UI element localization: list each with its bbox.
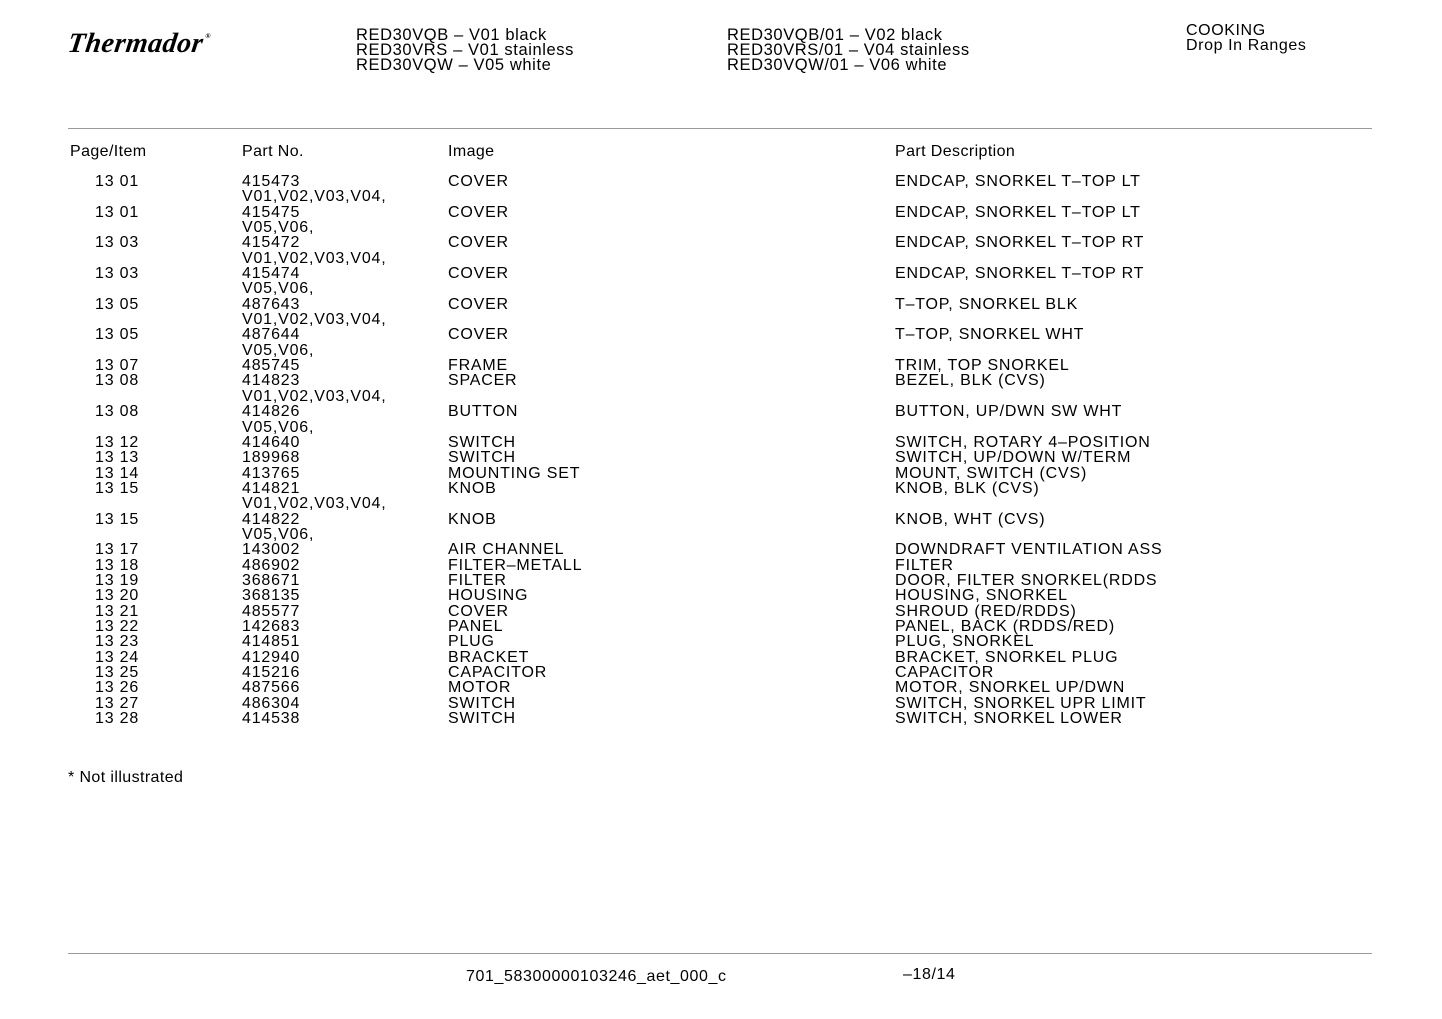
part-description-cell: T–TOP, SNORKEL BLK <box>895 295 1079 313</box>
part-description-cell: PLUG, SNORKEL <box>895 633 1035 651</box>
part-number-cell: 414823 <box>242 372 301 390</box>
page-item-cell: 13 27 <box>95 694 140 712</box>
part-number-cell: 485745 <box>242 357 301 375</box>
part-number-cell: 487643 <box>242 295 301 313</box>
page-item-cell: 13 08 <box>95 403 140 421</box>
part-description-cell: HOUSING, SNORKEL <box>895 587 1068 605</box>
image-cell: COVER <box>448 173 509 190</box>
image-cell: COVER <box>448 326 509 344</box>
part-description-cell: DOOR, FILTER SNORKEL(RDDS <box>895 571 1158 589</box>
part-number-cell: V01,V02,V03,V04, <box>242 188 387 206</box>
image-cell: SWITCH <box>448 449 516 467</box>
part-description-cell: DOWNDRAFT VENTILATION ASS <box>895 541 1163 559</box>
part-description-cell: ENDCAP, SNORKEL T–TOP LT <box>895 173 1141 190</box>
part-number-cell: 415216 <box>242 664 301 681</box>
part-description-cell: SWITCH, UP/DOWN W/TERM <box>895 449 1132 467</box>
page-item-cell: 13 24 <box>95 648 140 666</box>
page-item-cell: 13 05 <box>95 295 140 313</box>
page-item-cell: 13 17 <box>95 541 140 559</box>
part-number-cell: 414640 <box>242 433 301 451</box>
image-cell: MOUNTING SET <box>448 464 581 482</box>
table-row <box>0 189 1442 204</box>
table-row <box>0 205 1442 220</box>
table-row <box>0 266 1442 281</box>
table-row <box>0 665 1442 680</box>
part-number-cell: V05,V06, <box>242 525 315 543</box>
table-row <box>0 358 1442 373</box>
image-cell: COVER <box>448 203 509 221</box>
part-number-cell: 486304 <box>242 694 301 712</box>
part-description-cell: T–TOP, SNORKEL WHT <box>895 326 1085 344</box>
table-row <box>0 466 1442 481</box>
category-block <box>1186 23 1306 53</box>
page-item-cell: 13 23 <box>95 633 140 651</box>
table-row <box>0 558 1442 573</box>
page-item-cell: 13 03 <box>95 265 140 283</box>
part-description-cell: SWITCH, ROTARY 4–POSITION <box>895 433 1151 451</box>
table-row <box>0 527 1442 542</box>
model-line: RED30VRS/01 – V04 stainless <box>727 41 970 59</box>
parts-table <box>0 174 1442 726</box>
model-list-right <box>727 28 970 73</box>
part-description-cell: KNOB, BLK (CVS) <box>895 479 1040 497</box>
part-number-cell: 414851 <box>242 633 301 651</box>
part-number-cell: 189968 <box>242 449 301 467</box>
page-item-cell: 13 03 <box>95 234 140 252</box>
part-number-cell: 413765 <box>242 464 301 482</box>
table-row <box>0 450 1442 465</box>
image-cell: BRACKET <box>448 648 530 666</box>
table-row <box>0 604 1442 619</box>
image-cell: SWITCH <box>448 694 516 712</box>
image-cell: KNOB <box>448 510 497 528</box>
part-description-cell: SWITCH, SNORKEL LOWER <box>895 710 1123 728</box>
part-number-cell: 487566 <box>242 679 301 697</box>
table-row <box>0 404 1442 419</box>
image-cell: COVER <box>448 295 509 313</box>
page-item-cell: 13 01 <box>95 203 140 221</box>
part-number-cell: 368135 <box>242 587 301 605</box>
model-line: RED30VRS – V01 stainless <box>356 41 574 59</box>
image-cell: FILTER <box>448 571 507 589</box>
column-header-part-no: Part No. <box>242 143 304 160</box>
model-line: RED30VQB – V01 black <box>356 26 547 44</box>
table-row <box>0 542 1442 557</box>
image-cell: KNOB <box>448 479 497 497</box>
image-cell: MOTOR <box>448 679 512 697</box>
image-cell: SWITCH <box>448 433 516 451</box>
part-number-cell: V05,V06, <box>242 418 315 436</box>
page-item-cell: 13 26 <box>95 679 140 697</box>
page-item-cell: 13 07 <box>95 357 140 375</box>
column-header-page-item: Page/Item <box>70 143 147 160</box>
part-description-cell: FILTER <box>895 556 954 574</box>
table-row <box>0 327 1442 342</box>
part-number-cell: V05,V06, <box>242 280 315 298</box>
part-description-cell: KNOB, WHT (CVS) <box>895 510 1046 528</box>
table-row <box>0 512 1442 527</box>
column-header-part-description: Part Description <box>895 143 1016 160</box>
table-row <box>0 251 1442 266</box>
part-number-cell: 414826 <box>242 403 301 421</box>
part-number-cell: 142683 <box>242 617 301 635</box>
page-item-cell: 13 28 <box>95 710 140 728</box>
part-description-cell: ENDCAP, SNORKEL T–TOP RT <box>895 234 1145 252</box>
part-number-cell: 415474 <box>242 265 301 283</box>
part-number-cell: 368671 <box>242 571 301 589</box>
model-line: RED30VQB/01 – V02 black <box>727 26 943 44</box>
page-item-cell: 13 01 <box>95 173 140 190</box>
image-cell: COVER <box>448 602 509 620</box>
image-cell: COVER <box>448 265 509 283</box>
image-cell: FILTER–METALL <box>448 556 583 574</box>
part-description-cell: SHROUD (RED/RDDS) <box>895 602 1077 620</box>
page-item-cell: 13 15 <box>95 479 140 497</box>
part-description-cell: ENDCAP, SNORKEL T–TOP LT <box>895 203 1141 221</box>
table-row <box>0 696 1442 711</box>
part-description-cell: SWITCH, SNORKEL UPR LIMIT <box>895 694 1147 712</box>
page-item-cell: 13 18 <box>95 556 140 574</box>
table-row <box>0 435 1442 450</box>
part-number-cell: V01,V02,V03,V04, <box>242 495 387 513</box>
image-cell: CAPACITOR <box>448 664 548 681</box>
image-cell: SPACER <box>448 372 518 390</box>
part-number-cell: 412940 <box>242 648 301 666</box>
page-item-cell: 13 14 <box>95 464 140 482</box>
registered-mark: ® <box>204 32 212 40</box>
table-row <box>0 373 1442 388</box>
part-number-cell: 414821 <box>242 479 301 497</box>
document-id: 701_58300000103246_aet_000_c <box>466 968 727 985</box>
header-divider <box>68 128 1372 129</box>
part-description-cell: BEZEL, BLK (CVS) <box>895 372 1046 390</box>
part-number-cell: V05,V06, <box>242 341 315 359</box>
page-item-cell: 13 21 <box>95 602 140 620</box>
part-description-cell: MOTOR, SNORKEL UP/DWN <box>895 679 1126 697</box>
part-number-cell: 414822 <box>242 510 301 528</box>
table-row <box>0 573 1442 588</box>
table-row <box>0 680 1442 695</box>
table-row <box>0 235 1442 250</box>
part-description-cell: CAPACITOR <box>895 664 995 681</box>
image-cell: BUTTON <box>448 403 519 421</box>
page-item-cell: 13 19 <box>95 571 140 589</box>
model-line: RED30VQW – V05 white <box>356 56 552 74</box>
page-number: –18/14 <box>903 966 956 983</box>
table-row <box>0 297 1442 312</box>
part-description-cell: ENDCAP, SNORKEL T–TOP RT <box>895 265 1145 283</box>
part-number-cell: 487644 <box>242 326 301 344</box>
part-number-cell: 485577 <box>242 602 301 620</box>
table-row <box>0 389 1442 404</box>
part-number-cell: V05,V06, <box>242 219 315 237</box>
image-cell: AIR CHANNEL <box>448 541 565 559</box>
image-cell: FRAME <box>448 357 508 375</box>
table-row <box>0 481 1442 496</box>
category-subtitle: Drop In Ranges <box>1186 37 1307 54</box>
model-list-left <box>356 28 574 73</box>
page-item-cell: 13 25 <box>95 664 140 681</box>
part-number-cell: V01,V02,V03,V04, <box>242 249 387 267</box>
table-row <box>0 634 1442 649</box>
part-number-cell: 415475 <box>242 203 301 221</box>
part-number-cell: 486902 <box>242 556 301 574</box>
part-description-cell: MOUNT, SWITCH (CVS) <box>895 464 1088 482</box>
image-cell: PANEL <box>448 617 504 635</box>
page-item-cell: 13 05 <box>95 326 140 344</box>
page-item-cell: 13 15 <box>95 510 140 528</box>
table-row <box>0 619 1442 634</box>
brand-logo <box>66 28 212 60</box>
page-item-cell: 13 20 <box>95 587 140 605</box>
table-row <box>0 343 1442 358</box>
table-row <box>0 588 1442 603</box>
part-number-cell: 143002 <box>242 541 301 559</box>
footer-divider <box>68 953 1372 954</box>
page-item-cell: 13 13 <box>95 449 140 467</box>
image-cell: COVER <box>448 234 509 252</box>
table-row <box>0 312 1442 327</box>
column-header-image: Image <box>448 143 495 160</box>
table-row <box>0 496 1442 511</box>
table-row <box>0 711 1442 726</box>
image-cell: SWITCH <box>448 710 516 728</box>
part-description-cell: BRACKET, SNORKEL PLUG <box>895 648 1119 666</box>
table-row <box>0 650 1442 665</box>
table-row <box>0 281 1442 296</box>
model-line: RED30VQW/01 – V06 white <box>727 56 948 74</box>
page-item-cell: 13 22 <box>95 617 140 635</box>
page-item-cell: 13 08 <box>95 372 140 390</box>
part-description-cell: PANEL, BACK (RDDS/RED) <box>895 617 1116 635</box>
table-row <box>0 420 1442 435</box>
part-number-cell: 415473 <box>242 173 301 190</box>
image-cell: PLUG <box>448 633 495 651</box>
part-number-cell: V01,V02,V03,V04, <box>242 311 387 329</box>
part-number-cell: V01,V02,V03,V04, <box>242 387 387 405</box>
page-item-cell: 13 12 <box>95 433 140 451</box>
part-number-cell: 415472 <box>242 234 301 252</box>
brand-name: Thermador <box>65 28 206 59</box>
footnote-not-illustrated: * Not illustrated <box>68 769 184 786</box>
table-row <box>0 174 1442 189</box>
image-cell: HOUSING <box>448 587 529 605</box>
part-description-cell: TRIM, TOP SNORKEL <box>895 357 1070 375</box>
category-title: COOKING <box>1186 22 1266 39</box>
table-row <box>0 220 1442 235</box>
part-description-cell: BUTTON, UP/DWN SW WHT <box>895 403 1123 421</box>
part-number-cell: 414538 <box>242 710 301 728</box>
